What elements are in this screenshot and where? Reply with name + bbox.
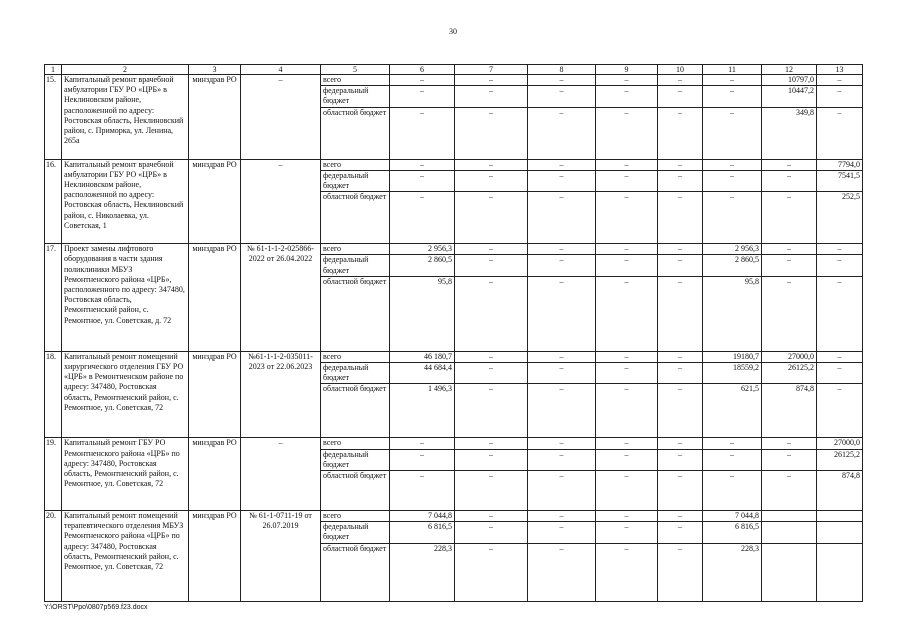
amount-cell: – (528, 522, 596, 543)
amount-cell: – (596, 276, 658, 351)
amount-cell: – (658, 192, 703, 244)
header-cell: 8 (528, 65, 596, 75)
amount-cell: 228,3 (703, 543, 762, 601)
amount-cell: – (528, 244, 596, 255)
amount-cell: – (658, 276, 703, 351)
amount-cell: – (658, 244, 703, 255)
amount-cell: – (528, 449, 596, 470)
amount-cell: – (596, 363, 658, 384)
amount-cell: – (528, 471, 596, 511)
amount-cell: – (596, 107, 658, 159)
amount-cell: – (762, 244, 817, 255)
amount-cell: – (703, 192, 762, 244)
funding-source: федеральный бюджет (321, 255, 390, 276)
amount-cell: – (455, 438, 528, 449)
amount-cell: – (455, 159, 528, 170)
amount-cell: – (703, 107, 762, 159)
amount-cell: – (455, 351, 528, 362)
amount-cell (817, 543, 863, 601)
amount-cell: – (817, 107, 863, 159)
amount-cell: 2 956,3 (390, 244, 455, 255)
amount-cell: – (528, 276, 596, 351)
amount-cell: – (528, 255, 596, 276)
amount-cell: 2 956,3 (703, 244, 762, 255)
amount-cell: – (596, 438, 658, 449)
amount-cell: – (817, 255, 863, 276)
expertise: № 61-1-1-2-025866-2022 от 26.04.2022 (241, 244, 321, 352)
amount-cell: – (390, 75, 455, 86)
amount-cell: – (455, 255, 528, 276)
object-name: Проект замены лифтового оборудования в части здания поликлиники МБУЗ Ремонтненского района «ЦРБ», расположенного по адресу: 347480, Ростовская область, Ремонтненский район, с. Ремонтное, ул. Советская, д. 72 (62, 244, 189, 352)
amount-cell: – (455, 192, 528, 244)
amount-cell (762, 543, 817, 601)
amount-cell: – (817, 86, 863, 107)
amount-cell: – (596, 75, 658, 86)
amount-cell: – (390, 449, 455, 470)
amount-cell: – (762, 192, 817, 244)
funding-source: федеральный бюджет (321, 522, 390, 543)
table-row (45, 159, 863, 170)
amount-cell: – (817, 276, 863, 351)
amount-cell: – (455, 471, 528, 511)
funding-source: всего (321, 351, 390, 362)
funding-source: всего (321, 511, 390, 522)
amount-cell: – (658, 511, 703, 522)
amount-cell: – (762, 276, 817, 351)
funding-source: федеральный бюджет (321, 449, 390, 470)
amount-cell (762, 511, 817, 522)
amount-cell: – (658, 363, 703, 384)
object-name: Капитальный ремонт помещений хирургического отделения ГБУ РО «ЦРБ» в Ремонтненском районе по адресу: 347480, Ростовская область, Ремонтненский район, с. Ремонтное, ул. Советская, 72 (62, 351, 189, 438)
object-name: Капитальный ремонт врачебной амбулатории ГБУ РО «ЦРБ» в Неклиновском районе, расположенной по адресу: Ростовская область, Неклиновский район, с. Приморка, ул. Ленина, 265а (62, 75, 189, 160)
customer: минздрав РО (189, 244, 241, 352)
amount-cell: – (762, 170, 817, 191)
amount-cell: 228,3 (390, 543, 455, 601)
funding-source: всего (321, 244, 390, 255)
amount-cell: – (455, 511, 528, 522)
amount-cell: – (596, 384, 658, 438)
amount-cell: – (528, 351, 596, 362)
row-number: 20. (45, 511, 62, 602)
header-cell: 9 (596, 65, 658, 75)
expertise: № 61-1-0711-19 от 26.07.2019 (241, 511, 321, 602)
amount-cell: – (528, 543, 596, 601)
amount-cell: – (703, 438, 762, 449)
amount-cell: 6 816,5 (390, 522, 455, 543)
amount-cell: – (596, 351, 658, 362)
header-cell: 6 (390, 65, 455, 75)
amount-cell: – (455, 107, 528, 159)
amount-cell: 6 816,5 (703, 522, 762, 543)
amount-cell: 27000,0 (817, 438, 863, 449)
header-cell: 4 (241, 65, 321, 75)
amount-cell: 95,8 (703, 276, 762, 351)
header-row (45, 65, 863, 75)
customer: минздрав РО (189, 511, 241, 602)
amount-cell: – (596, 471, 658, 511)
amount-cell: – (762, 438, 817, 449)
amount-cell: – (596, 543, 658, 601)
amount-cell: – (658, 471, 703, 511)
header-cell: 11 (703, 65, 762, 75)
amount-cell: 46 180,7 (390, 351, 455, 362)
amount-cell: – (703, 170, 762, 191)
amount-cell: 7 044,8 (703, 511, 762, 522)
amount-cell: – (703, 75, 762, 86)
funding-source: областной бюджет (321, 543, 390, 601)
table-row (45, 351, 863, 362)
amount-cell: – (762, 449, 817, 470)
amount-cell: – (528, 384, 596, 438)
row-number: 19. (45, 438, 62, 511)
amount-cell: – (528, 107, 596, 159)
funding-source: федеральный бюджет (321, 86, 390, 107)
amount-cell: 10447,2 (762, 86, 817, 107)
amount-cell: – (658, 255, 703, 276)
amount-cell: 19180,7 (703, 351, 762, 362)
header-cell: 12 (762, 65, 817, 75)
amount-cell: – (817, 384, 863, 438)
amount-cell: – (596, 255, 658, 276)
page-number: 30 (449, 27, 457, 36)
amount-cell: 26125,2 (817, 449, 863, 470)
funding-table (44, 64, 863, 602)
amount-cell: – (455, 384, 528, 438)
amount-cell: 7 044,8 (390, 511, 455, 522)
customer: минздрав РО (189, 159, 241, 244)
amount-cell: – (817, 75, 863, 86)
header-cell: 13 (817, 65, 863, 75)
amount-cell: – (528, 159, 596, 170)
amount-cell: – (703, 86, 762, 107)
amount-cell: – (762, 159, 817, 170)
amount-cell: – (455, 86, 528, 107)
amount-cell: – (455, 449, 528, 470)
amount-cell (817, 522, 863, 543)
funding-source: всего (321, 159, 390, 170)
expertise: – (241, 75, 321, 160)
amount-cell: 621,5 (703, 384, 762, 438)
funding-source: федеральный бюджет (321, 363, 390, 384)
amount-cell: – (455, 276, 528, 351)
file-path-footer: Y:\ORST\Ppo\0807p569.f23.docx (44, 604, 148, 611)
object-name: Капитальный ремонт врачебной амбулатории ГБУ РО «ЦРБ» в Неклиновском районе, расположенной по адресу: Ростовская область, Неклиновский район, с. Николаевка, ул. Советская, 1 (62, 159, 189, 244)
amount-cell: 349,8 (762, 107, 817, 159)
amount-cell: 2 860,5 (703, 255, 762, 276)
customer: минздрав РО (189, 438, 241, 511)
amount-cell: 1 496,3 (390, 384, 455, 438)
amount-cell: – (658, 438, 703, 449)
object-name: Капитальный ремонт ГБУ РО Ремонтненского района «ЦРБ» по адресу: 347480, Ростовская область, Ремонтненский район, с. Ремонтное, ул. Советская, 72 (62, 438, 189, 511)
row-number: 16. (45, 159, 62, 244)
amount-cell: 874,8 (817, 471, 863, 511)
funding-source: областной бюджет (321, 107, 390, 159)
amount-cell: – (528, 192, 596, 244)
header-cell: 10 (658, 65, 703, 75)
table-row (45, 244, 863, 255)
amount-cell: – (658, 449, 703, 470)
amount-cell: – (658, 75, 703, 86)
amount-cell: – (658, 351, 703, 362)
object-name: Капитальный ремонт помещений терапевтического отделения МБУЗ Ремонтненского района «ЦРБ» по адресу: 347480, Ростовская область, Ремонтненский район, с. Ремонтное, ул. Советская, 72 (62, 511, 189, 602)
header-cell: 1 (45, 65, 62, 75)
funding-source: областной бюджет (321, 276, 390, 351)
amount-cell: 252,5 (817, 192, 863, 244)
amount-cell: – (528, 438, 596, 449)
table-row (45, 75, 863, 86)
amount-cell: 95,8 (390, 276, 455, 351)
customer: минздрав РО (189, 75, 241, 160)
amount-cell: – (817, 351, 863, 362)
amount-cell: – (658, 543, 703, 601)
amount-cell: – (596, 170, 658, 191)
amount-cell: – (596, 511, 658, 522)
funding-source: областной бюджет (321, 384, 390, 438)
amount-cell: – (455, 522, 528, 543)
amount-cell: 7541,5 (817, 170, 863, 191)
amount-cell: – (658, 86, 703, 107)
amount-cell: – (455, 363, 528, 384)
expertise: №61-1-1-2-035011-2023 от 22.06.2023 (241, 351, 321, 438)
amount-cell: – (658, 384, 703, 438)
amount-cell: – (703, 471, 762, 511)
header-cell: 2 (62, 65, 189, 75)
amount-cell: – (528, 86, 596, 107)
funding-source: федеральный бюджет (321, 170, 390, 191)
amount-cell: – (703, 159, 762, 170)
row-number: 17. (45, 244, 62, 352)
header-cell: 7 (455, 65, 528, 75)
amount-cell: – (528, 511, 596, 522)
expertise: – (241, 159, 321, 244)
amount-cell (817, 511, 863, 522)
funding-source: всего (321, 438, 390, 449)
amount-cell: 18559,2 (703, 363, 762, 384)
amount-cell: – (658, 107, 703, 159)
amount-cell: – (390, 471, 455, 511)
header-cell: 5 (321, 65, 390, 75)
amount-cell: – (455, 543, 528, 601)
amount-cell: 7794,0 (817, 159, 863, 170)
amount-cell (762, 522, 817, 543)
funding-source: всего (321, 75, 390, 86)
row-number: 18. (45, 351, 62, 438)
expertise: – (241, 438, 321, 511)
amount-cell: – (528, 363, 596, 384)
amount-cell: – (596, 159, 658, 170)
amount-cell: – (596, 86, 658, 107)
amount-cell: – (596, 192, 658, 244)
table-row (45, 438, 863, 449)
amount-cell: – (658, 522, 703, 543)
amount-cell: 44 684,4 (390, 363, 455, 384)
amount-cell: – (390, 192, 455, 244)
amount-cell: – (390, 107, 455, 159)
amount-cell: – (528, 170, 596, 191)
customer: минздрав РО (189, 351, 241, 438)
header-cell: 3 (189, 65, 241, 75)
amount-cell: 27000,0 (762, 351, 817, 362)
amount-cell: – (817, 244, 863, 255)
amount-cell: – (596, 522, 658, 543)
amount-cell: 2 860,5 (390, 255, 455, 276)
amount-cell: – (390, 170, 455, 191)
amount-cell: – (762, 255, 817, 276)
amount-cell: – (455, 170, 528, 191)
funding-source: областной бюджет (321, 471, 390, 511)
row-number: 15. (45, 75, 62, 160)
table-row (45, 511, 863, 522)
amount-cell: – (596, 449, 658, 470)
amount-cell: – (528, 75, 596, 86)
amount-cell: – (390, 86, 455, 107)
amount-cell: – (703, 449, 762, 470)
amount-cell: 10797,0 (762, 75, 817, 86)
amount-cell: – (658, 159, 703, 170)
amount-cell: – (762, 471, 817, 511)
funding-source: областной бюджет (321, 192, 390, 244)
amount-cell: – (390, 438, 455, 449)
amount-cell: – (455, 244, 528, 255)
amount-cell: – (817, 363, 863, 384)
amount-cell: – (658, 170, 703, 191)
amount-cell: – (455, 75, 528, 86)
amount-cell: 874,8 (762, 384, 817, 438)
amount-cell: – (390, 159, 455, 170)
amount-cell: – (596, 244, 658, 255)
amount-cell: 26125,2 (762, 363, 817, 384)
